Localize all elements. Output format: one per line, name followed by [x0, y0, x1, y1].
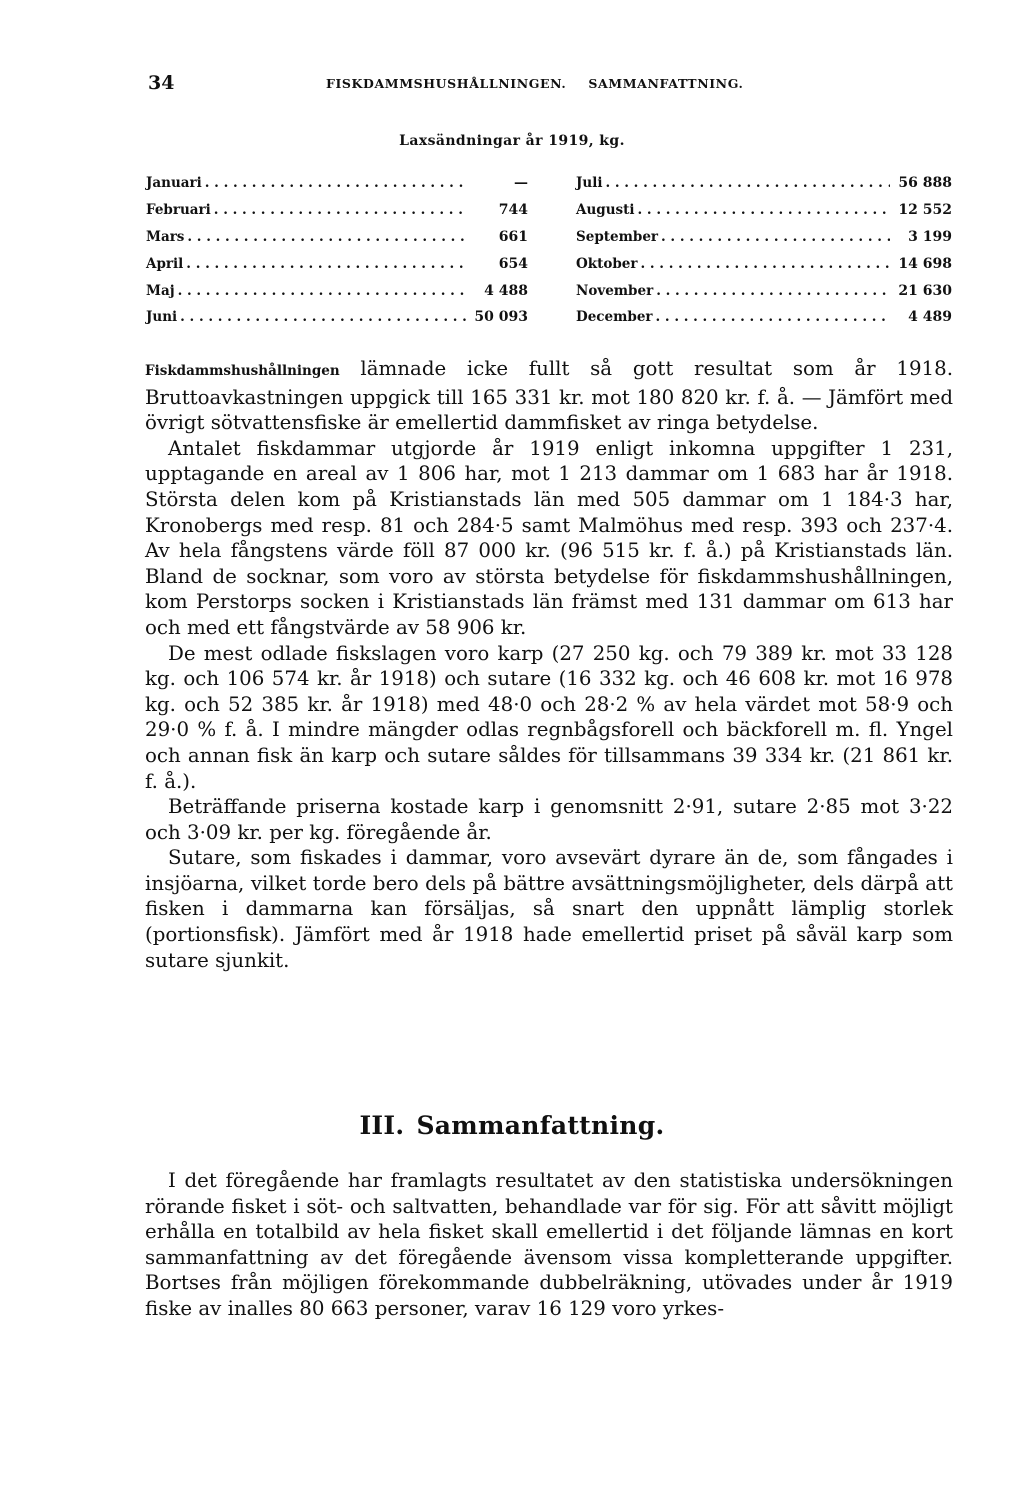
table-row — [146, 250, 528, 277]
paragraph-text: lämnade icke fullt så gott resultat som år 1918. Bruttoavkastningen uppgick till 165 331 kr. mot 180 820 kr. f. å. — Jämfört med övrigt sötvattensfiske är emellertid dammfisket av ringa betydelse. — [145, 357, 953, 435]
dot-leader — [180, 309, 466, 325]
table-row — [146, 304, 528, 331]
paragraph: I det föregående har framlagts resultatet av den statistiska undersökningen rörande fisket i söt- och saltvatten, behandlade var för sig. För att såvitt möjligt erhålla en totalbild av hela fisket skall emellertid i det följande lämnas en kort sammanfattning av det föregående ävensom vissa kompletterande uppgifter. Bortses från möjligen förekommande dubbelräkning, utövades under år 1919 fiske av inalles 80 663 personer, varav 16 129 voro yrkes- — [145, 1169, 953, 1320]
dot-leader — [638, 202, 890, 218]
month-value: 56 888 — [898, 175, 952, 192]
month-value: 654 — [498, 255, 528, 272]
month-value: 12 552 — [898, 202, 952, 219]
month-value: 14 698 — [898, 255, 952, 272]
dot-leader — [186, 256, 466, 272]
month-name: December — [576, 309, 653, 326]
running-head-left: FISKDAMMSHUSHÅLLNINGEN. — [326, 76, 567, 91]
page-number: 34 — [148, 72, 175, 94]
dot-leader — [656, 283, 890, 299]
running-head — [326, 76, 743, 91]
table-row — [146, 224, 528, 251]
paragraph: Antalet fiskdammar utgjorde år 1919 enligt inkomna uppgifter 1 231, upptagande en areal av 1 806 har, mot 1 213 dammar om 1 683 har år 1918. Största delen kom på Kristianstads län med 505 dammar om 1 184·3 har, Kronobergs med resp. 81 och 284·5 samt Malmöhus med resp. 393 och 237·4. Av hela fångstens värde föll 87 000 kr. (96 515 kr. f. å.) på Kristianstads län. Bland de socknar, som voro av största betydelse för fiskdammshushållningen, kom Perstorps socken i Kristianstads län främst med 131 dammar om 613 har och med ett fångstvärde av 58 906 kr. — [145, 436, 953, 639]
table-row — [146, 197, 528, 224]
table-row — [576, 170, 952, 197]
dot-leader — [214, 202, 466, 218]
dot-leader — [641, 256, 891, 272]
running-head-right: SAMMANFATTNING. — [588, 76, 744, 91]
month-value: 661 — [498, 228, 528, 245]
paragraph: De mest odlade fiskslagen voro karp (27 250 kg. och 79 389 kr. mot 33 128 kg. och 106 574 kr. år 1918) och sutare (16 332 kg. och 46 608 kr. mot 16 978 kg. och 52 385 kr. år 1918) med 48·0 och 28·2 % av hela värdet mot 58·9 och 29·0 % f. å. I mindre mängder odlas regnbågsforell och bäckforell m. fl. Yngel och annan fisk än karp och sutare såldes för tillsammans 39 334 kr. (21 861 kr. f. å.). — [145, 641, 953, 793]
month-name: Augusti — [576, 202, 635, 219]
month-name: Januari — [146, 175, 202, 192]
month-value: 744 — [498, 202, 528, 219]
table-row — [146, 170, 528, 197]
month-value: 21 630 — [898, 282, 952, 299]
month-value: 4 488 — [484, 282, 528, 299]
month-name: Maj — [146, 282, 175, 299]
month-value: 3 199 — [908, 228, 952, 245]
paragraph — [145, 356, 953, 436]
dot-leader — [205, 175, 466, 191]
table-row — [576, 304, 952, 331]
table-row — [576, 250, 952, 277]
lead-term: Fiskdammshushållningen — [145, 363, 340, 379]
section-number: III. — [359, 1111, 405, 1140]
section-title: Sammanfattning. — [416, 1111, 665, 1140]
dot-leader — [178, 283, 466, 299]
month-table-right — [576, 170, 952, 331]
paragraph: Beträffande priserna kostade karp i genomsnitt 2·91, sutare 2·85 mot 3·22 och 3·09 kr. per kg. föregående år. — [145, 795, 953, 844]
month-name: September — [576, 228, 659, 245]
month-value: 4 489 — [908, 309, 952, 326]
month-name: Oktober — [576, 255, 638, 272]
month-name: Juli — [576, 175, 603, 192]
table-title: Laxsändningar år 1919, kg. — [399, 133, 625, 149]
section-body-sammanfattning — [145, 1168, 953, 1322]
paragraph: Sutare, som fiskades i dammar, voro avsevärt dyrare än de, som fångades i insjöarna, vilket torde bero dels på bättre avsättningsmöjligheter, dels därpå att fisken i dammarna kan försäljas, så snart den uppnått lämplig storlek (portionsfisk). Jämfört med år 1918 hade emellertid priset på såväl karp som sutare sjunkit. — [145, 846, 953, 972]
page-header — [148, 72, 948, 102]
month-table-left — [146, 170, 528, 331]
month-name: Februari — [146, 202, 211, 219]
month-name: Mars — [146, 228, 185, 245]
table-row — [576, 224, 952, 251]
dot-leader — [661, 229, 890, 245]
table-row — [146, 277, 528, 304]
dot-leader — [187, 229, 466, 245]
month-name: November — [576, 282, 654, 299]
table-row — [576, 277, 952, 304]
dot-leader — [656, 309, 890, 325]
month-name: Juni — [146, 309, 178, 326]
section-body-fiskdamm — [145, 356, 953, 973]
table-row — [576, 197, 952, 224]
section-heading — [0, 1111, 1024, 1140]
month-value: — — [514, 175, 528, 192]
month-name: April — [146, 255, 184, 272]
month-value: 50 093 — [474, 309, 528, 326]
dot-leader — [605, 175, 890, 191]
